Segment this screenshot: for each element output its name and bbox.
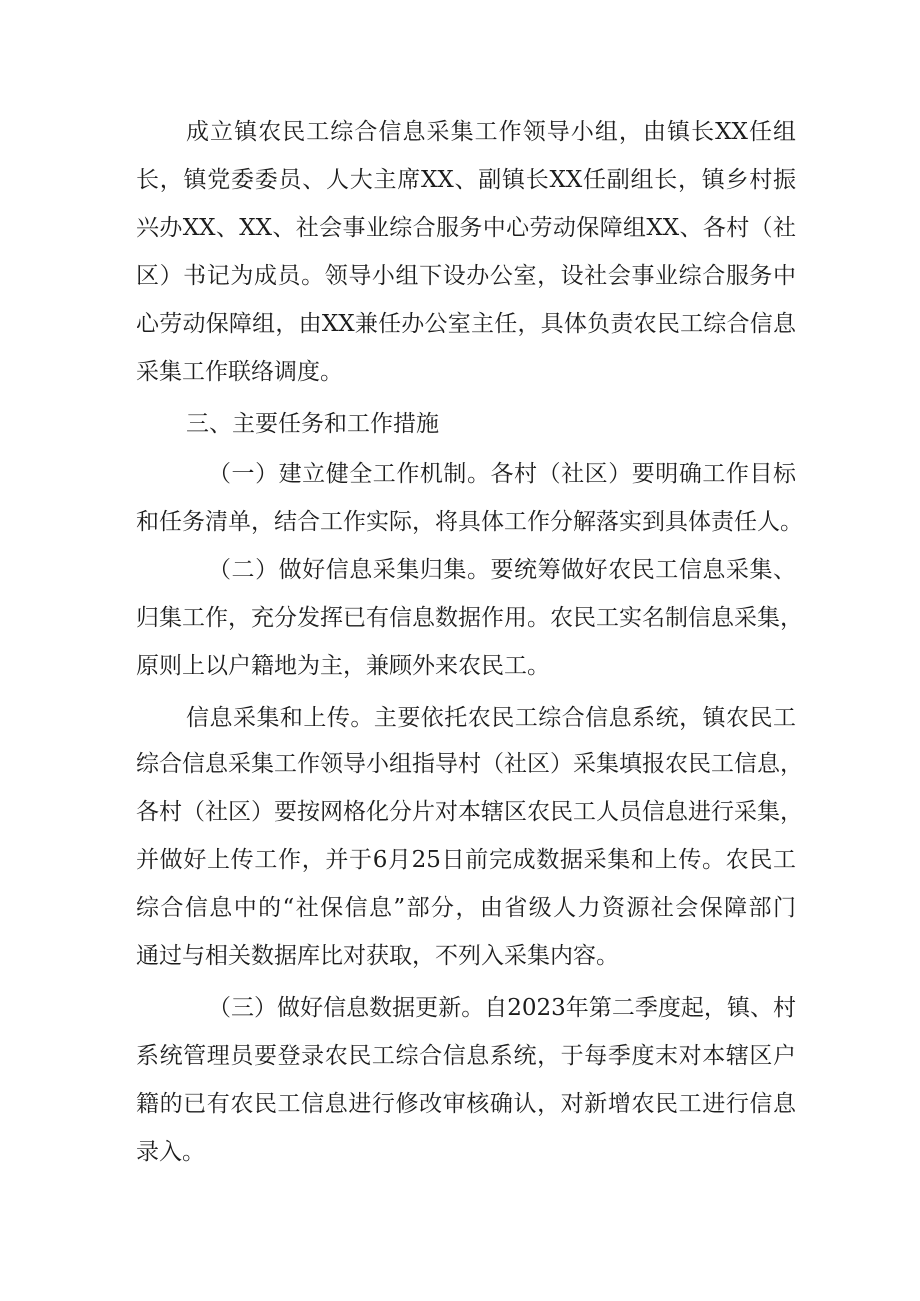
paragraph-line: （二）做好信息采集归集。要统筹做好农民工信息采集、	[208, 557, 796, 583]
paragraph-line: 和任务清单，结合工作实际，将具体工作分解落实到具体责任人。	[136, 509, 803, 535]
paragraph-line: 信息采集和上传。主要依托农民工综合信息系统，镇农民工	[186, 705, 796, 731]
paragraph-line: （三）做好信息数据更新。自2023年第二季度起，镇、村	[208, 995, 796, 1021]
paragraph-line: 兴办XX、XX、社会事业综合服务中心劳动保障组XX、各村（社	[136, 215, 796, 241]
paragraph-line: 采集工作联络调度。	[136, 359, 343, 385]
section-heading: 三、主要任务和工作措施	[186, 411, 439, 437]
paragraph-line: 并做好上传工作，并于6月25日前完成数据采集和上传。农民工	[136, 847, 796, 873]
paragraph-line: 籍的已有农民工信息进行修改审核确认，对新增农民工进行信息	[136, 1091, 796, 1117]
paragraph-line: 原则上以户籍地为主，兼顾外来农民工。	[136, 653, 550, 679]
paragraph-line: 综合信息中的“社保信息”部分，由省级人力资源社会保障部门	[136, 895, 796, 921]
paragraph-line: 成立镇农民工综合信息采集工作领导小组，由镇长XX任组	[186, 119, 796, 145]
paragraph-line: （一）建立健全工作机制。各村（社区）要明确工作目标	[208, 461, 796, 487]
paragraph-line: 心劳动保障组，由XX兼任办公室主任，具体负责农民工综合信息	[136, 311, 796, 337]
paragraph-line: 录入。	[136, 1139, 205, 1165]
paragraph-line: 归集工作，充分发挥已有信息数据作用。农民工实名制信息采集，	[136, 605, 803, 631]
paragraph-line: 系统管理员要登录农民工综合信息系统，于每季度末对本辖区户	[136, 1043, 796, 1069]
paragraph-line: 通过与相关数据库比对获取，不列入采集内容。	[136, 943, 619, 969]
paragraph-line: 区）书记为成员。领导小组下设办公室，设社会事业综合服务中	[136, 263, 796, 289]
paragraph-line: 各村（社区）要按网格化分片对本辖区农民工人员信息进行采集，	[136, 799, 803, 825]
paragraph-line: 长，镇党委委员、人大主席XX、副镇长XX任副组长，镇乡村振	[136, 167, 796, 193]
paragraph-line: 综合信息采集工作领导小组指导村（社区）采集填报农民工信息，	[136, 751, 803, 777]
